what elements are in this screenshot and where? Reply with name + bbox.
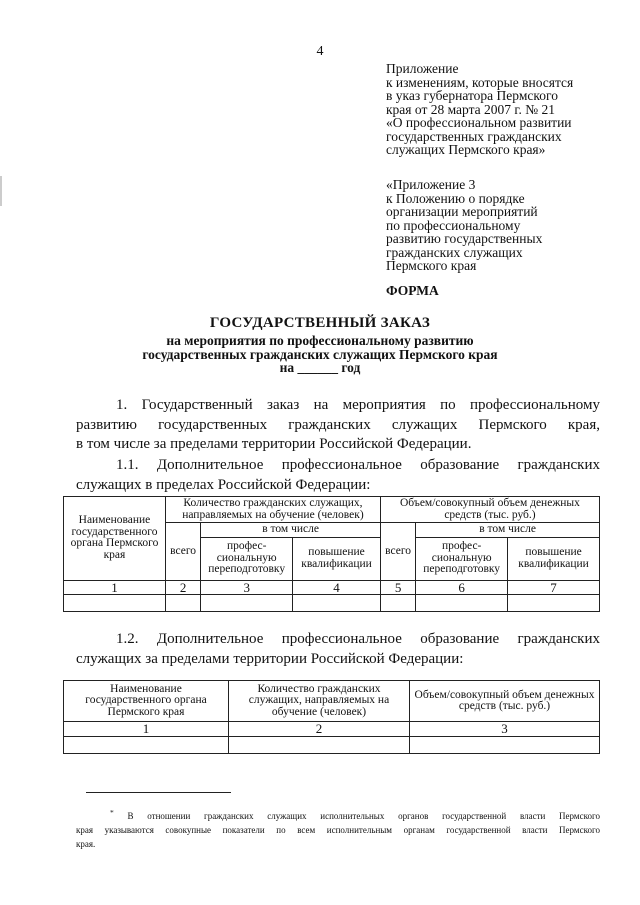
header-qualification-count: повышение квалификации: [293, 537, 381, 580]
document-subtitle: [0, 334, 640, 375]
header-including-money: в том числе: [416, 523, 600, 538]
appendix-line: организации мероприятий: [386, 204, 538, 219]
column-number: 3: [201, 580, 293, 595]
subtitle-line: государственных гражданских служащих Пермского края: [142, 346, 498, 362]
attachment-line: к изменениям, которые вносятся: [386, 74, 574, 90]
appendix-line: гражданских служащих: [386, 244, 523, 260]
table-empty-cell: [380, 595, 415, 612]
column-number: 2: [229, 722, 410, 737]
table-empty-cell: [229, 736, 410, 753]
paragraph-line: служащих за пределами территории Российской Федерации:: [76, 650, 464, 667]
header-retraining-money: профес-сиональную переподготовку: [416, 537, 508, 580]
attachment-line: в указ губернатора Пермского: [386, 88, 558, 103]
paragraph-1: [76, 396, 600, 455]
column-number: 1: [64, 722, 229, 737]
paragraph-line: служащих в пределах Российской Федерации:: [76, 476, 371, 493]
header-money-volume: Объем/совокупный объем денежных средств (тыс. руб.): [380, 497, 599, 523]
appendix-line: по профессиональному: [386, 217, 521, 233]
column-number: 7: [508, 580, 600, 595]
column-number: 1: [64, 580, 166, 595]
footnote-line: края.: [76, 839, 96, 849]
attachment-line: Приложение: [386, 61, 459, 76]
table-empty-cell: [416, 595, 508, 612]
table-empty-cell: [508, 595, 600, 612]
column-number: 4: [293, 580, 381, 595]
attachment-line: государственных гражданских: [386, 128, 562, 144]
subtitle-line: на мероприятия по профессиональному развитию: [166, 333, 474, 348]
footnote-separator: [86, 792, 231, 793]
table-empty-cell: [201, 595, 293, 612]
paragraph-line: в том числе за пределами территории Российской Федерации.: [76, 436, 472, 452]
footnote-text: В отношении гражданских служащих исполнительных органов государственной власти Пермского: [127, 811, 600, 821]
appendix-header: [386, 178, 542, 273]
header-organ-name: Наименование государственного органа Пермского края: [64, 497, 166, 581]
header-employee-count: Количество гражданских служащих, направляемых на обучение (человек): [229, 681, 410, 722]
column-number: 2: [165, 580, 200, 595]
column-number: 6: [416, 580, 508, 595]
table-domestic-training: [63, 496, 600, 612]
attachment-header: [386, 62, 573, 157]
attachment-line: служащих Пермского края»: [386, 142, 546, 157]
table-empty-cell: [410, 736, 600, 753]
column-number: 3: [410, 722, 600, 737]
paragraph-line: 1.1. Дополнительное профессиональное образование гражданских: [116, 457, 600, 473]
table-empty-cell: [293, 595, 381, 612]
paragraph-line: 1.2. Дополнительное профессиональное образование гражданских: [116, 631, 600, 647]
table-empty-cell: [165, 595, 200, 612]
subtitle-year-line: на ______ год: [279, 360, 361, 375]
appendix-line: Пермского края: [386, 258, 477, 273]
table-empty-cell: [64, 595, 166, 612]
paragraph-line: 1. Государственный заказ на мероприятия по профессиональному: [116, 397, 600, 413]
paragraph-1-2: [76, 630, 600, 669]
header-qualification-money: повышение квалификации: [508, 537, 600, 580]
header-employee-count: Количество гражданских служащих, направляемых на обучение (человек): [165, 497, 380, 523]
attachment-line: «О профессиональном развитии: [386, 115, 572, 130]
paragraph-line: развитию государственных гражданских служащих Пермского края,: [76, 416, 600, 433]
header-total-count: всего: [165, 523, 200, 581]
appendix-line: к Положению о порядке: [386, 190, 525, 206]
table-foreign-training: [63, 680, 600, 754]
table-empty-cell: [64, 736, 229, 753]
form-label: ФОРМА: [386, 283, 439, 298]
header-money-volume: Объем/совокупный объем денежных средств (тыс. руб.): [410, 681, 600, 722]
footnote: [76, 806, 600, 851]
column-number: 5: [380, 580, 415, 595]
attachment-line: края от 28 марта 2007 г. № 21: [386, 101, 555, 117]
appendix-line: развитию государственных: [386, 231, 543, 246]
header-retraining-count: профес-сиональную переподготовку: [201, 537, 293, 580]
appendix-line: «Приложение 3: [386, 177, 476, 192]
header-total-money: всего: [380, 523, 415, 581]
page-number: 4: [316, 44, 324, 59]
document-title: ГОСУДАРСТВЕННЫЙ ЗАКАЗ: [209, 315, 431, 331]
footnote-line: края указываются совокупные показатели по всем исполнительным органам государственной власти Пермского: [76, 825, 600, 835]
header-including-count: в том числе: [201, 523, 381, 538]
paragraph-1-1: [76, 456, 600, 495]
header-organ-name: Наименование государственного органа Пермского края: [64, 681, 229, 722]
footnote-line: [76, 806, 600, 823]
scan-edge-mark: [0, 176, 2, 206]
footnote-marker: *: [110, 808, 114, 817]
